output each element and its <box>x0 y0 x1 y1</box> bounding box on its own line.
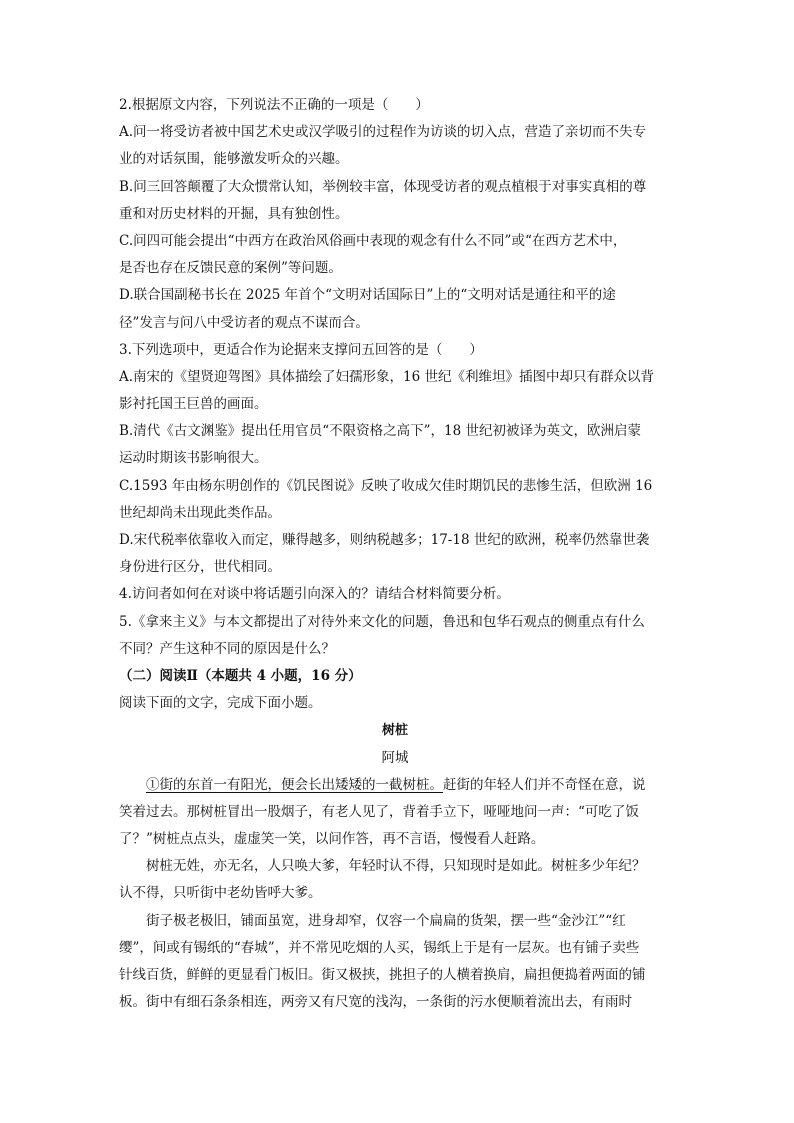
passage-p1-line1-rest: 赶街的年轻人们并不奇怪在意，说 <box>443 776 646 793</box>
passage-p3-line3: 针线百货，鲜鲜的更显看门板旧。街又极挟，挑担子的人横着换肩，扁担便捣着两面的铺 <box>119 967 646 983</box>
section-instruction: 阅读下面的文字，完成下面小题。 <box>119 695 322 712</box>
q5-stem-line2: 不同？产生这种不同的原因是什么？ <box>119 640 335 657</box>
q2-option-a-line2: 业的对话氛围，能够激发听众的兴趣。 <box>119 151 349 168</box>
passage-author: 阿城 <box>381 749 409 766</box>
q3-option-a-line2: 影衬托国王巨兽的画面。 <box>119 396 268 413</box>
q5-stem-line1: 5.《拿来主义》与本文都提出了对待外来文化的问题，鲁迅和包华石观点的侧重点有什么 <box>119 613 645 630</box>
q2-option-c-line1: C.问四可能会提出“中西方在政治风俗画中表现的观念有什么不同”或“在西方艺术中， <box>119 232 627 249</box>
passage-title: 树桩 <box>381 723 408 739</box>
passage-p1-line1 <box>119 772 671 799</box>
q3-option-b-line1: B.清代《古文渊鉴》提出任用官员“不限资格之高下”，18 世纪初被译为英文，欧洲启蒙 <box>119 423 641 440</box>
q3-option-c-line1: C.1593 年由杨东明创作的《饥民图说》反映了收成欠佳时期饥民的悲惨生活，但欧洲 16 <box>119 477 653 494</box>
passage-p1-line2: 笑着过去。那树桩冒出一股烟子，有老人见了，背着手立下，哑哑地问一声：“可吃了饭 <box>119 803 639 820</box>
q3-option-a-line1: A.南宋的《望贤迎驾图》具体描绘了妇孺形象，16 世纪《利维坦》插图中却只有群众以背 <box>119 368 655 385</box>
underlined-sentence: ①街的东首一有阳光，便会长出矮矮的一截树桩。 <box>146 776 443 793</box>
q2-option-b-line2: 重和对历史材料的开掘，具有独创性。 <box>119 205 349 222</box>
section-heading: （二）阅读Ⅱ（本题共 4 小题，16 分） <box>119 667 362 684</box>
passage-p1-line3: 了？”树桩点点头，虚虚笑一笑，以问作答，再不言语，慢慢看人赶路。 <box>119 831 545 848</box>
q3-option-d-line1: D.宋代税率依靠收入而定，赚得越多，则纳税越多；17-18 世纪的欧洲，税率仍然靠世袭 <box>119 532 650 548</box>
passage-p3-line2: 缨”，间或有锡纸的“春城”，并不常见吃烟的人买，锡纸上于是有一层灰。也有铺子卖些 <box>119 939 640 956</box>
passage-p2-line1: 树桩无姓，亦无名，人只唤大爹，年轻时认不得，只知现时是如此。树桩多少年纪？ <box>146 858 646 875</box>
passage-p3-line1: 街子极老极旧，铺面虽宽，进身却窄，仅容一个扁扁的货架，摆一些“金沙江”“红 <box>146 912 626 929</box>
q2-option-d-line1: D.联合国副秘书长在 2025 年首个“文明对话国际日”上的“文明对话是通往和平的途 <box>119 287 616 304</box>
passage-p3-line4: 板。街中有细石条条相连，两旁又有尺宽的浅沟，一条街的污水便顺着流出去，有雨时 <box>119 994 632 1011</box>
q3-option-c-line2: 世纪却尚未出现此类作品。 <box>119 504 281 521</box>
q3-option-d-line2: 身份进行区分，世代相同。 <box>119 559 281 576</box>
q3-option-b-line2: 运动时期该书影响很大。 <box>119 450 268 467</box>
q3-stem: 3.下列选项中，更适合作为论据来支撑问五回答的是（ ） <box>119 341 483 358</box>
q2-stem: 2.根据原文内容，下列说法不正确的一项是（ ） <box>119 97 429 113</box>
q2-option-d-line2: 径”发言与问八中受访者的观点不谋而合。 <box>119 314 369 331</box>
passage-p2-line2: 认不得，只听街中老幼皆呼大爹。 <box>119 885 322 902</box>
q2-option-b-line1: B.问三回答颠覆了大众惯常认知，举例较丰富，体现受访者的观点植根于对事实真相的尊 <box>119 178 647 195</box>
q4-stem: 4.访问者如何在对谈中将话题引向深入的？请结合材料简要分析。 <box>119 586 510 603</box>
document-body <box>119 92 671 1016</box>
q2-option-c-line2: 是否也存在反馈民意的案例”等问题。 <box>119 260 342 277</box>
q2-option-a-line1: A.问一将受访者被中国艺术史或汉学吸引的过程作为访谈的切入点，营造了亲切而不失专 <box>119 124 647 141</box>
